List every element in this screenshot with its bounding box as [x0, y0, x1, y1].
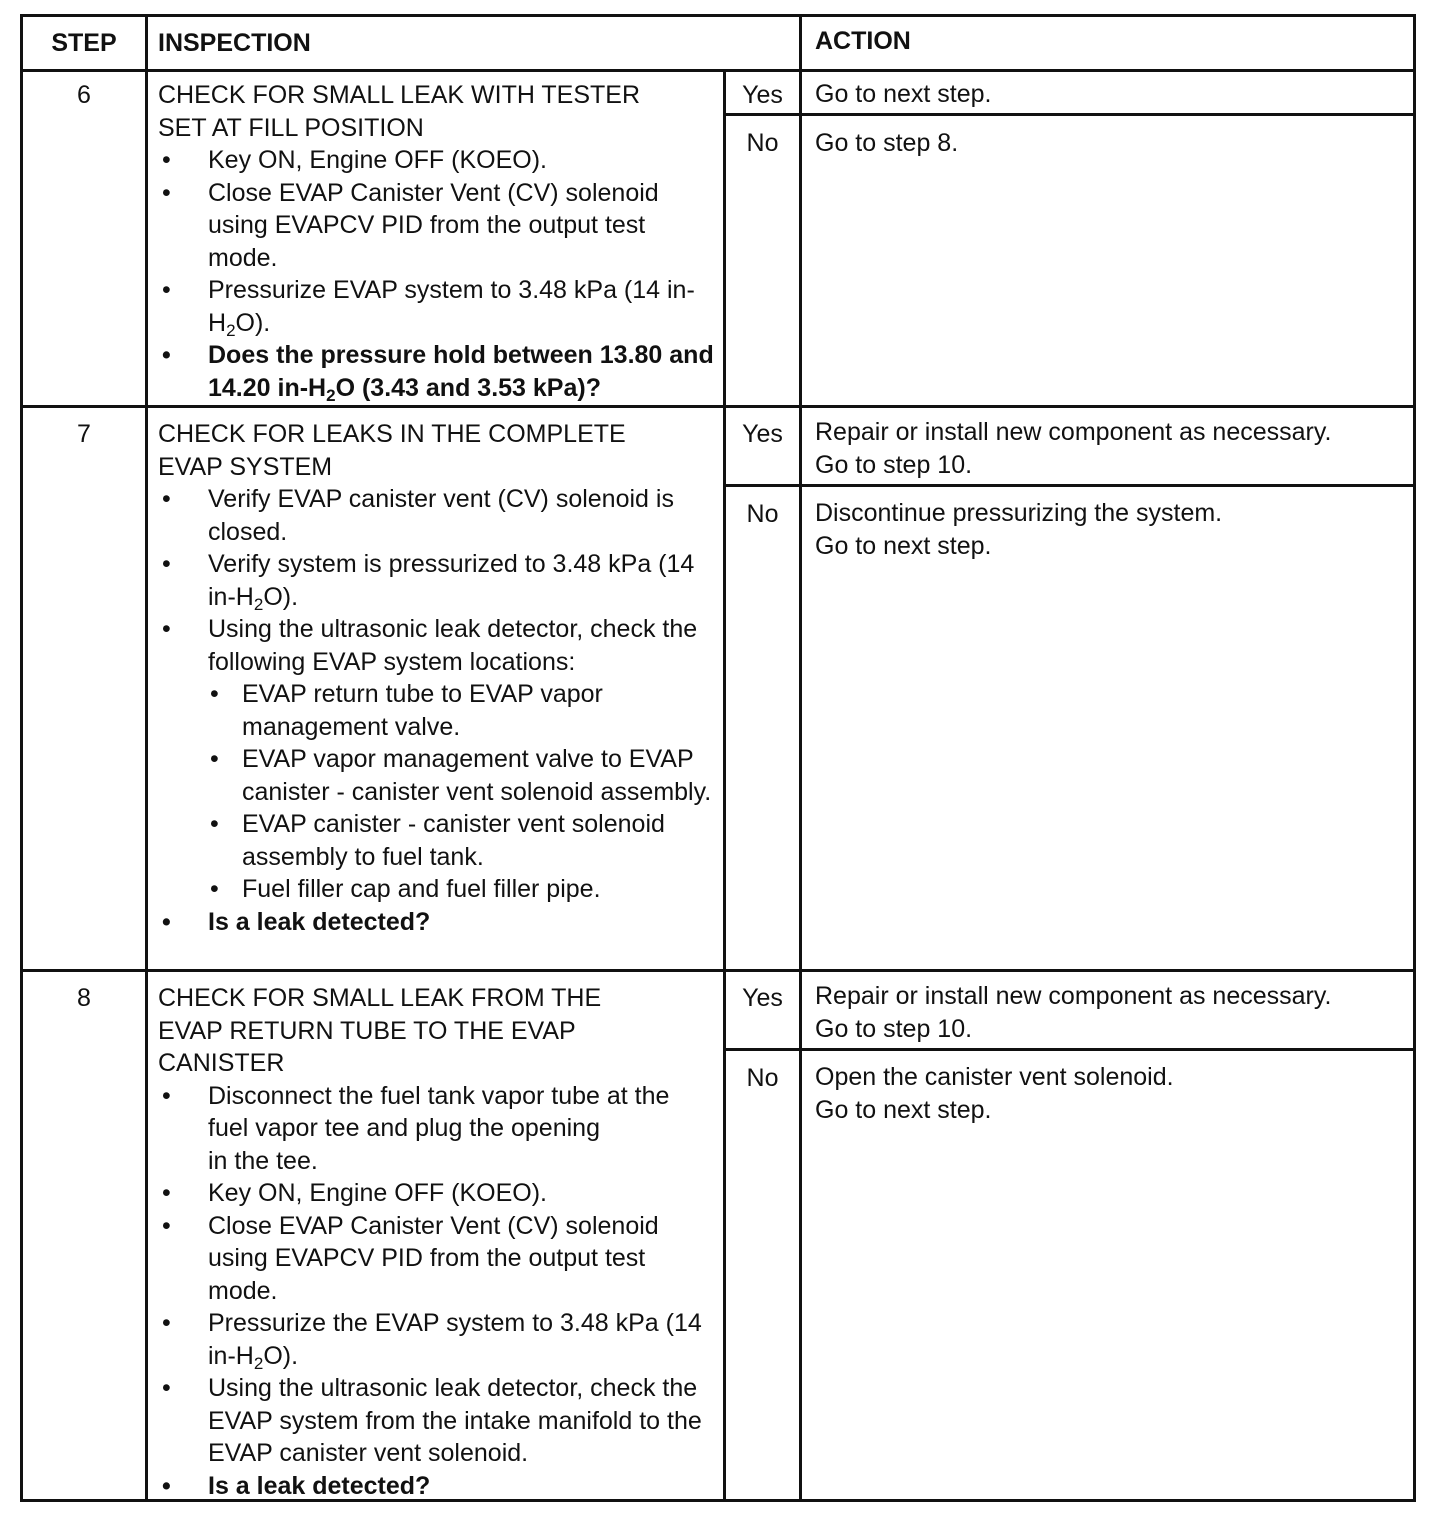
list-item-question: • Does the pressure hold between 13.80 and 14.20 $in-H_2O$ (3.43 and 3.53 kPa)? — [158, 339, 721, 404]
yes-action: Go to next step. — [815, 80, 992, 108]
list-item: • Verify system is pressurized to 3.48 kPa (14 $in-H_2O$). — [158, 548, 721, 613]
divider-action-column — [799, 17, 802, 1499]
list-item: • Pressurize the EVAP system to 3.48 kPa (14 $in-H_2O$). — [158, 1307, 721, 1372]
list-item: • EVAP return tube to EVAP vapor management valve. — [208, 678, 721, 743]
yes-label: Yes — [742, 420, 783, 448]
divider-row6-row7 — [23, 405, 1413, 408]
list-item: • Using the ultrasonic leak detector, check the EVAP system from the intake manifold to the EVAP canister vent solenoid. — [158, 1372, 721, 1470]
step-number: 7 — [77, 420, 91, 448]
yes-label: Yes — [742, 984, 783, 1012]
step-number: 8 — [77, 984, 91, 1012]
list-item: • Key ON, Engine OFF (KOEO). — [158, 1177, 721, 1210]
header-action: ACTION — [815, 27, 911, 55]
list-item-question: • Is a leak detected? — [158, 906, 721, 939]
inspection-cell — [158, 982, 721, 1502]
list-item: • Disconnect the fuel tank vapor tube at the fuel vapor tee and plug the opening in the tee. — [158, 1080, 721, 1178]
divider-inspection-yesno — [723, 69, 726, 1499]
inspection-cell — [158, 418, 721, 938]
no-action: Go to step 8. — [815, 129, 959, 157]
step-number: 6 — [77, 81, 91, 109]
diagnostic-table — [20, 14, 1416, 1502]
inspection-title: CHECK FOR SMALL LEAK WITH TESTER SET AT FILL POSITION — [158, 81, 641, 142]
divider-step-column — [145, 17, 148, 1499]
yes-action: Repair or install new component as necessary. Go to step 10. — [815, 418, 1332, 479]
inspection-steps — [158, 144, 721, 404]
no-label: No — [746, 1064, 779, 1092]
divider-header — [23, 69, 1413, 72]
yes-action: Repair or install new component as necessary. Go to step 10. — [815, 982, 1332, 1043]
location-list — [208, 678, 721, 906]
list-item: • Pressurize EVAP system to 3.48 kPa (14 $in-H_2O$). — [158, 274, 721, 339]
no-action: Open the canister vent solenoid. Go to next step. — [815, 1063, 1174, 1124]
list-item: • Fuel filler cap and fuel filler pipe. — [208, 873, 721, 906]
header-step: STEP — [51, 29, 117, 57]
divider-row7-row8 — [23, 969, 1413, 972]
list-item: • Close EVAP Canister Vent (CV) solenoid using EVAPCV PID from the output test mode. — [158, 1210, 721, 1308]
list-item: • Close EVAP Canister Vent (CV) solenoid using EVAPCV PID from the output test mode. — [158, 177, 721, 275]
list-item: • EVAP vapor management valve to EVAP canister - canister vent solenoid assembly. — [208, 743, 721, 808]
divider-row7-yesno — [723, 484, 1413, 487]
inspection-title: CHECK FOR LEAKS IN THE COMPLETE EVAP SYSTEM — [158, 420, 626, 481]
divider-row8-yesno — [723, 1048, 1413, 1051]
yes-label: Yes — [742, 81, 783, 109]
list-item: • Verify EVAP canister vent (CV) solenoid is closed. — [158, 483, 721, 548]
list-item: • EVAP canister - canister vent solenoid assembly to fuel tank. — [208, 808, 721, 873]
inspection-title: CHECK FOR SMALL LEAK FROM THE EVAP RETURN TUBE TO THE EVAP CANISTER — [158, 984, 602, 1077]
inspection-cell — [158, 79, 721, 404]
no-action: Discontinue pressurizing the system. Go to next step. — [815, 499, 1223, 560]
divider-row6-yesno — [723, 113, 1413, 116]
list-item: • Key ON, Engine OFF (KOEO). — [158, 144, 721, 177]
list-item: • Using the ultrasonic leak detector, check the following EVAP system locations: • EVAP return tube to EVAP vapor management valve. • EVAP vapor management valve to EVAP canister - canister vent solenoid assembly. • EVAP canister - canister vent solenoid assembly to fuel tank. • Fuel filler cap and fuel filler pipe. — [158, 613, 721, 906]
no-label: No — [746, 129, 779, 157]
no-label: No — [746, 500, 779, 528]
inspection-steps — [158, 483, 721, 938]
list-item-question: • Is a leak detected? — [158, 1470, 721, 1503]
header-inspection: INSPECTION — [158, 29, 311, 57]
inspection-steps — [158, 1080, 721, 1503]
